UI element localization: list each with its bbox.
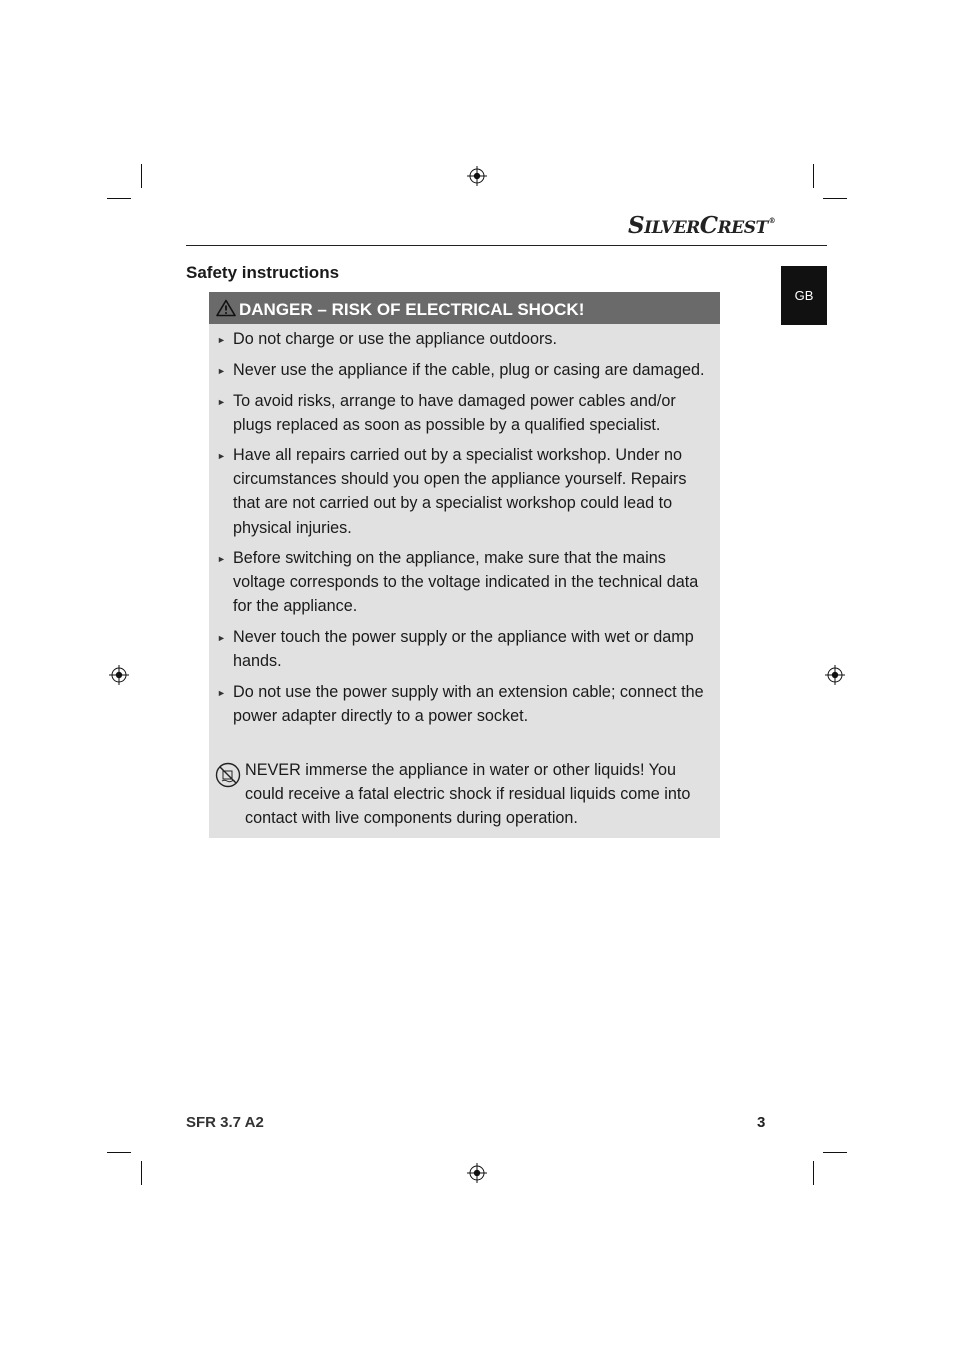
list-item: Never use the appliance if the cable, plug or casing are damaged. <box>233 361 705 379</box>
registration-mark-icon <box>109 665 129 685</box>
bullet-arrow-icon: ► <box>217 366 226 376</box>
danger-box <box>209 292 720 838</box>
list-item: To avoid risks, arrange to have damaged power cables and/or plugs replaced as soon as possible by a qualified specialist. <box>233 392 676 435</box>
registration-mark-icon <box>825 665 845 685</box>
immersion-warning: NEVER immerse the appliance in water or other liquids! You could receive a fatal electric shock if residual liquids come into contact with live components during operation. <box>245 761 691 828</box>
crop-mark <box>823 198 847 199</box>
crop-mark <box>813 164 814 188</box>
crop-mark <box>107 1152 131 1153</box>
bullet-arrow-icon: ► <box>217 451 226 461</box>
registered-mark: ® <box>768 216 776 225</box>
bullet-arrow-icon: ► <box>217 335 226 345</box>
bullet-arrow-icon: ► <box>217 688 226 698</box>
list-item: Do not charge or use the appliance outdoors. <box>233 330 557 348</box>
language-tab <box>781 266 827 325</box>
brand-initial: C <box>699 212 718 239</box>
model-number: SFR 3.7 A2 <box>186 1114 264 1131</box>
danger-heading <box>209 292 720 324</box>
crop-mark <box>813 1161 814 1185</box>
crop-mark <box>823 1152 847 1153</box>
crop-mark <box>141 164 142 188</box>
bullet-arrow-icon: ► <box>217 554 226 564</box>
bullet-arrow-icon: ► <box>217 397 226 407</box>
list-item: Before switching on the appliance, make sure that the mains voltage corresponds to the voltage indicated in the technical data for the appliance. <box>233 549 699 616</box>
list-item: Do not use the power supply with an extension cable; connect the power adapter directly to a power socket. <box>233 683 704 726</box>
brand-logo <box>628 212 775 239</box>
brand-text: ILVER <box>644 218 700 238</box>
warning-triangle-icon <box>216 299 236 317</box>
danger-heading-text: DANGER – RISK OF ELECTRICAL SHOCK! <box>239 300 585 319</box>
do-not-immerse-icon <box>215 762 241 788</box>
list-item: Have all repairs carried out by a specialist workshop. Under no circumstances should you open the appliance yourself. Repairs that are not carried out by a specialist workshop could lead to physical injuries. <box>233 446 687 537</box>
language-tab-label: GB <box>794 288 814 303</box>
registration-mark-icon <box>467 166 487 186</box>
crop-mark <box>107 198 131 199</box>
section-title: Safety instructions <box>186 263 340 282</box>
header-rule <box>186 245 827 246</box>
list-item: Never touch the power supply or the appliance with wet or damp hands. <box>233 628 694 671</box>
crop-mark <box>141 1161 142 1185</box>
brand-text: REST <box>717 218 768 238</box>
brand-initial: S <box>628 212 645 239</box>
page-number: 3 <box>757 1114 766 1131</box>
bullet-arrow-icon: ► <box>217 633 226 643</box>
registration-mark-icon <box>467 1163 487 1183</box>
